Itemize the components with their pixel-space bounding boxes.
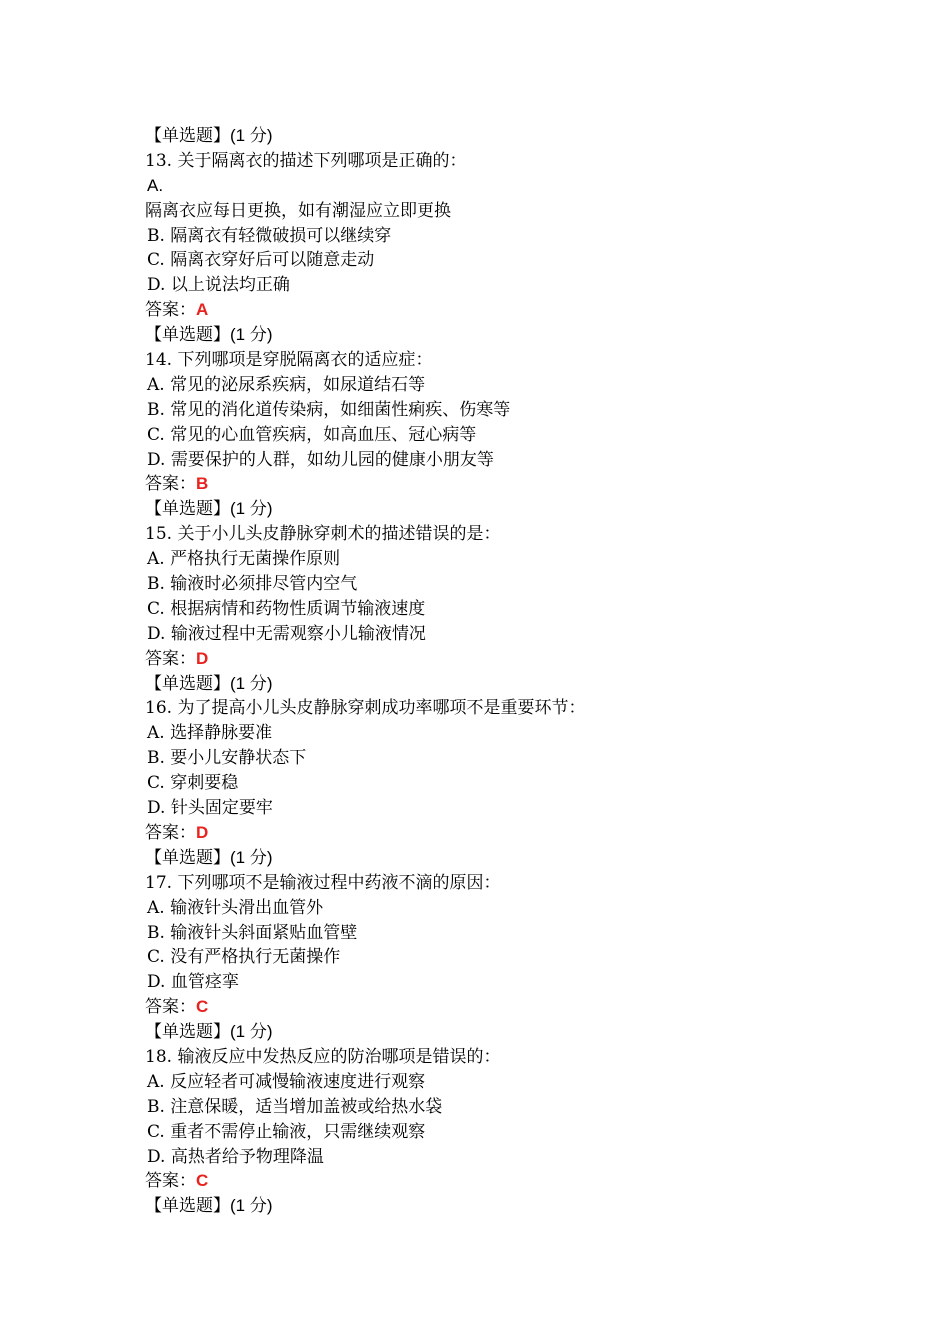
- question-type-header: 【单选题】(1 分): [145, 325, 273, 346]
- option-a: A. 严格执行无菌操作原则: [147, 549, 341, 570]
- answer-letter: C: [196, 997, 209, 1017]
- option-a: A. 输液针头滑出血管外: [147, 897, 324, 918]
- option-c: C. 隔离衣穿好后可以随意走动: [147, 250, 375, 271]
- option-b: B. 隔离衣有轻微破损可以继续穿: [147, 225, 392, 246]
- option-b: B. 要小儿安静状态下: [147, 748, 307, 769]
- question-type-header: 【单选题】(1 分): [145, 673, 273, 694]
- question-type-header: 【单选题】(1 分): [145, 847, 273, 868]
- answer-letter: C: [196, 1171, 209, 1191]
- option-a: A. 常见的泌尿系疾病，如尿道结石等: [147, 374, 426, 395]
- question-stem: 13. 关于隔离衣的描述下列哪项是正确的：: [145, 150, 467, 171]
- option-c: C. 根据病情和药物性质调节输液速度: [147, 598, 426, 619]
- option-d: D. 需要保护的人群，如幼儿园的健康小朋友等: [147, 449, 494, 470]
- question-stem: 17. 下列哪项不是输液过程中药液不滴的原因：: [145, 872, 501, 893]
- answer-line: 答案：D: [145, 822, 209, 843]
- score-label: (1 分): [230, 673, 273, 693]
- score-label: (1 分): [230, 847, 273, 867]
- option-c: C. 常见的心血管疾病，如高血压、冠心病等: [147, 424, 477, 445]
- score-label: (1 分): [230, 499, 273, 519]
- answer-line: 答案：C: [145, 997, 209, 1018]
- score-label: (1 分): [230, 1022, 273, 1042]
- option-d: D. 输液过程中无需观察小儿输液情况: [147, 623, 426, 644]
- option-d: D. 血管痉挛: [147, 972, 239, 993]
- option-a: A. 反应轻者可减慢输液速度进行观察: [147, 1071, 426, 1092]
- question-type-header: 【单选题】(1 分): [145, 499, 273, 520]
- answer-line: 答案：D: [145, 648, 209, 669]
- score-label: (1 分): [230, 1196, 273, 1216]
- answer-letter: B: [196, 474, 209, 494]
- question-type-header: 【单选题】(1 分): [145, 1196, 273, 1217]
- question-stem: 14. 下列哪项是穿脱隔离衣的适应症：: [145, 350, 433, 371]
- option-b: B. 常见的消化道传染病，如细菌性痢疾、伤寒等: [147, 399, 511, 420]
- score-label: (1 分): [230, 325, 273, 345]
- answer-letter: D: [196, 648, 209, 668]
- option-d: D. 以上说法均正确: [147, 275, 290, 296]
- document-page: [145, 124, 805, 1219]
- option-c: C. 重者不需停止输液，只需继续观察: [147, 1121, 426, 1142]
- answer-line: 答案：A: [145, 300, 209, 321]
- answer-letter: D: [196, 822, 209, 842]
- option-b: B. 输液时必须排尽管内空气: [147, 574, 358, 595]
- score-label: (1 分): [230, 126, 273, 145]
- option-a: A. 选择静脉要准: [147, 723, 273, 744]
- option-b: B. 注意保暖，适当增加盖被或给热水袋: [147, 1096, 443, 1117]
- option-c: C. 穿刺要稳: [147, 773, 239, 794]
- option-a-text: 隔离衣应每日更换，如有潮湿应立即更换: [145, 200, 451, 221]
- question-stem: 18. 输液反应中发热反应的防治哪项是错误的：: [145, 1046, 501, 1067]
- answer-line: 答案：C: [145, 1171, 209, 1192]
- question-stem: 15. 关于小儿头皮静脉穿刺术的描述错误的是：: [145, 524, 501, 545]
- option-b: B. 输液针头斜面紧贴血管壁: [147, 922, 358, 943]
- option-d: D. 针头固定要牢: [147, 798, 273, 819]
- option-a-prefix: A.: [147, 175, 164, 195]
- question-type-header: 【单选题】(1 分): [145, 126, 273, 146]
- question-stem: 16. 为了提高小儿头皮静脉穿刺成功率哪项不是重要环节：: [145, 698, 586, 719]
- option-c: C. 没有严格执行无菌操作: [147, 947, 341, 968]
- answer-line: 答案：B: [145, 474, 209, 495]
- answer-letter: A: [196, 300, 209, 320]
- option-d: D. 高热者给予物理降温: [147, 1146, 324, 1167]
- question-type-header: 【单选题】(1 分): [145, 1022, 273, 1043]
